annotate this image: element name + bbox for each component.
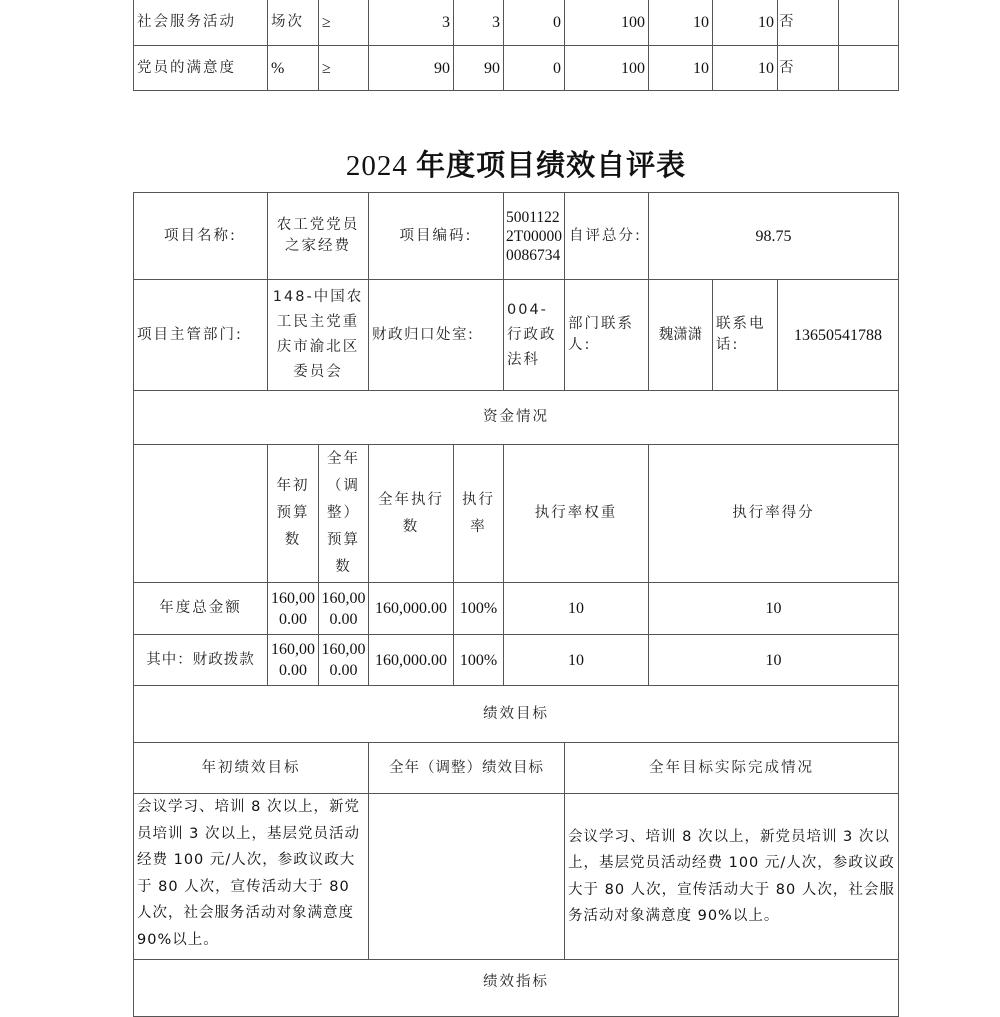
indicator-operator: ≥ [318, 0, 369, 46]
goals-adjusted-text [368, 793, 565, 960]
indicator-target: 90 [368, 45, 454, 91]
indicator-unit: % [267, 45, 319, 91]
funds-section-title: 资金情况 [133, 390, 899, 445]
indicator-flag: 否 [777, 45, 839, 91]
indicator-note [838, 45, 899, 91]
dept-value: 148-中国农工民主党重庆市渝北区委员会 [267, 279, 369, 391]
indicator-rate: 100 [564, 0, 649, 46]
indicator-score: 10 [712, 45, 778, 91]
phone-label: 联系电话: [712, 279, 778, 391]
funds-header-rate: 执行率 [453, 444, 504, 583]
indicator-rate: 100 [564, 45, 649, 91]
funds-row-adjusted: 160,000.00 [318, 634, 369, 686]
goals-header-actual: 全年目标实际完成情况 [564, 742, 899, 794]
self-score-value: 98.75 [648, 192, 899, 280]
goals-header-adjusted: 全年（调整）绩效目标 [368, 742, 565, 794]
funds-header-initial: 年初预算数 [267, 444, 319, 583]
funds-row-weight: 10 [503, 634, 649, 686]
indicator-score: 10 [712, 0, 778, 46]
contact-value: 魏潇潇 [648, 279, 713, 391]
page-title [0, 143, 1000, 184]
indicator-deviation: 0 [503, 0, 565, 46]
funds-row-label: 其中：财政拨款 [133, 634, 268, 686]
funds-row-weight: 10 [503, 582, 649, 635]
dept-label: 项目主管部门: [133, 279, 268, 391]
goals-initial-text: 会议学习、培训 8 次以上，新党员培训 3 次以上，基层党员活动经费 100 元/人次，参政议政大于 80 人次，宣传活动大于 80 人次，社会服务活动对象满意度 90%以上。 [133, 793, 369, 960]
funds-row-score: 10 [648, 634, 899, 686]
indicator-actual: 3 [453, 0, 504, 46]
funds-row-rate: 100% [453, 582, 504, 635]
project-code-label: 项目编码: [368, 192, 504, 280]
indicator-note [838, 0, 899, 46]
funds-row-initial: 160,000.00 [267, 634, 319, 686]
funds-header-score: 执行率得分 [648, 444, 899, 583]
project-code-value: 50011222T000000086734 [503, 192, 565, 280]
project-name-value: 农工党党员之家经费 [267, 192, 369, 280]
indicator-operator: ≥ [318, 45, 369, 91]
funds-row-initial: 160,000.00 [267, 582, 319, 635]
indicator-deviation: 0 [503, 45, 565, 91]
goals-actual-text: 会议学习、培训 8 次以上，新党员培训 3 次以上，基层党员活动经费 100 元/人次，参政议政大于 80 人次，宣传活动大于 80 人次，社会服务活动对象满意度 90%以上。 [564, 793, 899, 960]
funds-header-weight: 执行率权重 [503, 444, 649, 583]
funds-row-executed: 160,000.00 [368, 634, 454, 686]
indicator-name: 党员的满意度 [133, 45, 268, 91]
indicator-weight: 10 [648, 0, 713, 46]
contact-label: 部门联系人: [564, 279, 649, 391]
goals-header-initial: 年初绩效目标 [133, 742, 369, 794]
goals-section-title: 绩效目标 [133, 685, 899, 743]
funds-row-adjusted: 160,000.00 [318, 582, 369, 635]
phone-value: 13650541788 [777, 279, 899, 391]
finance-label: 财政归口处室: [368, 279, 504, 391]
funds-header-blank [133, 444, 268, 583]
funds-header-executed: 全年执行数 [368, 444, 454, 583]
funds-row-rate: 100% [453, 634, 504, 686]
title-text: 年度项目绩效自评表 [407, 150, 687, 182]
funds-row-label: 年度总金额 [133, 582, 268, 635]
funds-row-score: 10 [648, 582, 899, 635]
project-name-label: 项目名称: [133, 192, 268, 280]
indicator-flag: 否 [777, 0, 839, 46]
finance-value: 004-行政政法科 [503, 279, 565, 391]
indicator-weight: 10 [648, 45, 713, 91]
funds-header-adjusted: 全年（调整）预算数 [318, 444, 369, 583]
title-year: 2024 [345, 150, 408, 182]
indicator-actual: 90 [453, 45, 504, 91]
self-score-label: 自评总分: [564, 192, 649, 280]
indicator-unit: 场次 [267, 0, 319, 46]
funds-row-executed: 160,000.00 [368, 582, 454, 635]
indicator-target: 3 [368, 0, 454, 46]
indicator-name: 社会服务活动 [133, 0, 268, 46]
indicators-section-title: 绩效指标 [133, 959, 899, 1017]
